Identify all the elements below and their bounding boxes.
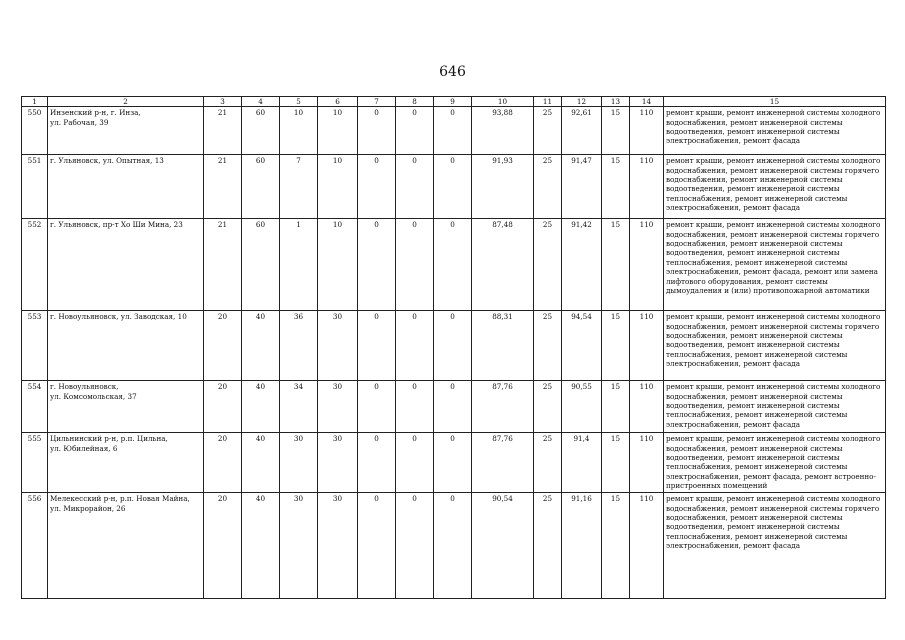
value-cell: 40: [242, 433, 280, 493]
table-row: [22, 311, 886, 381]
column-header: 9: [434, 97, 472, 107]
value-cell: 93,88: [472, 107, 534, 155]
column-header: 4: [242, 97, 280, 107]
value-cell: 20: [204, 381, 242, 433]
value-cell: 25: [534, 381, 562, 433]
value-cell: 87,76: [472, 433, 534, 493]
value-cell: 0: [396, 311, 434, 381]
page-number: 646: [439, 64, 466, 80]
value-cell: 0: [434, 493, 472, 599]
column-header: 12: [562, 97, 602, 107]
column-header: 7: [358, 97, 396, 107]
value-cell: 25: [534, 311, 562, 381]
address-cell: Цильнинский р-н, р.п. Цильна, ул. Юбилейная, 6: [48, 433, 204, 493]
address-cell: г. Новоульяновск, ул. Комсомольская, 37: [48, 381, 204, 433]
value-cell: 15: [602, 493, 630, 599]
value-cell: 7: [280, 155, 318, 219]
column-header: 10: [472, 97, 534, 107]
works-cell: ремонт крыши, ремонт инженерной системы холодного водоснабжения, ремонт инженерной системы горячего водоснабжения, ремонт инженерной системы водоотведения, ремонт инженерной системы теплоснабжения, ремонт инженерной системы электроснабжения, ремонт фасада: [664, 155, 886, 219]
value-cell: 40: [242, 311, 280, 381]
works-cell: ремонт крыши, ремонт инженерной системы холодного водоснабжения, ремонт инженерной системы водоотведения, ремонт инженерной системы теплоснабжения, ремонт инженерной системы электроснабжения, ремонт фасада: [664, 381, 886, 433]
value-cell: 10: [318, 107, 358, 155]
works-cell: ремонт крыши, ремонт инженерной системы холодного водоснабжения, ремонт инженерной системы водоотведения, ремонт инженерной системы теплоснабжения, ремонт инженерной системы электроснабжения, ремонт фасада, ремонт встроенно-пристроенных помещений: [664, 433, 886, 493]
value-cell: 21: [204, 155, 242, 219]
row-id: 556: [22, 493, 48, 599]
value-cell: 15: [602, 219, 630, 311]
value-cell: 94,54: [562, 311, 602, 381]
value-cell: 0: [434, 433, 472, 493]
column-header: 5: [280, 97, 318, 107]
value-cell: 0: [434, 155, 472, 219]
value-cell: 0: [396, 107, 434, 155]
value-cell: 0: [358, 381, 396, 433]
address-cell: г. Новоульяновск, ул. Заводская, 10: [48, 311, 204, 381]
register-table: [21, 96, 886, 599]
row-id: 551: [22, 155, 48, 219]
table-row: [22, 381, 886, 433]
value-cell: 25: [534, 155, 562, 219]
value-cell: 110: [630, 381, 664, 433]
column-header: 13: [602, 97, 630, 107]
value-cell: 110: [630, 107, 664, 155]
value-cell: 21: [204, 219, 242, 311]
works-cell: ремонт крыши, ремонт инженерной системы холодного водоснабжения, ремонт инженерной системы водоотведения, ремонт инженерной системы электроснабжения, ремонт фасада: [664, 107, 886, 155]
column-header: 1: [22, 97, 48, 107]
value-cell: 91,93: [472, 155, 534, 219]
value-cell: 25: [534, 107, 562, 155]
value-cell: 25: [534, 433, 562, 493]
column-header: 15: [664, 97, 886, 107]
value-cell: 87,48: [472, 219, 534, 311]
value-cell: 15: [602, 381, 630, 433]
value-cell: 0: [396, 493, 434, 599]
row-id: 553: [22, 311, 48, 381]
value-cell: 110: [630, 493, 664, 599]
value-cell: 40: [242, 493, 280, 599]
works-cell: ремонт крыши, ремонт инженерной системы холодного водоснабжения, ремонт инженерной системы горячего водоснабжения, ремонт инженерной системы водоотведения, ремонт инженерной системы теплоснабжения, ремонт инженерной системы электроснабжения, ремонт фасада, ремонт или замена лифтового оборудования, ремонт системы дымоудаления и (или) противопожарной автоматики: [664, 219, 886, 311]
value-cell: 0: [396, 155, 434, 219]
value-cell: 60: [242, 155, 280, 219]
value-cell: 110: [630, 433, 664, 493]
value-cell: 92,61: [562, 107, 602, 155]
value-cell: 0: [358, 493, 396, 599]
value-cell: 110: [630, 155, 664, 219]
value-cell: 30: [318, 493, 358, 599]
address-cell: г. Ульяновск, ул. Опытная, 13: [48, 155, 204, 219]
value-cell: 91,4: [562, 433, 602, 493]
value-cell: 30: [318, 311, 358, 381]
value-cell: 90,55: [562, 381, 602, 433]
value-cell: 21: [204, 107, 242, 155]
value-cell: 15: [602, 155, 630, 219]
value-cell: 60: [242, 219, 280, 311]
value-cell: 20: [204, 493, 242, 599]
value-cell: 0: [396, 381, 434, 433]
value-cell: 0: [434, 381, 472, 433]
value-cell: 0: [358, 433, 396, 493]
value-cell: 0: [358, 155, 396, 219]
value-cell: 0: [434, 311, 472, 381]
value-cell: 10: [318, 155, 358, 219]
column-header: 2: [48, 97, 204, 107]
value-cell: 0: [358, 219, 396, 311]
row-id: 554: [22, 381, 48, 433]
column-header: 6: [318, 97, 358, 107]
value-cell: 25: [534, 219, 562, 311]
row-id: 550: [22, 107, 48, 155]
table-row: [22, 493, 886, 599]
value-cell: 10: [318, 219, 358, 311]
value-cell: 15: [602, 433, 630, 493]
address-cell: г. Ульяновск, пр-т Хо Ши Мина, 23: [48, 219, 204, 311]
value-cell: 0: [434, 219, 472, 311]
value-cell: 15: [602, 107, 630, 155]
value-cell: 30: [280, 433, 318, 493]
value-cell: 0: [434, 107, 472, 155]
works-cell: ремонт крыши, ремонт инженерной системы холодного водоснабжения, ремонт инженерной системы горячего водоснабжения, ремонт инженерной системы водоотведения, ремонт инженерной системы теплоснабжения, ремонт инженерной системы электроснабжения, ремонт фасада: [664, 311, 886, 381]
value-cell: 20: [204, 311, 242, 381]
value-cell: 110: [630, 311, 664, 381]
address-cell: Мелекесский р-н, р.п. Новая Майна, ул. Микрорайон, 26: [48, 493, 204, 599]
table-row: [22, 433, 886, 493]
address-cell: Инзенский р-н, г. Инза, ул. Рабочая, 39: [48, 107, 204, 155]
value-cell: 0: [396, 219, 434, 311]
value-cell: 25: [534, 493, 562, 599]
value-cell: 30: [318, 381, 358, 433]
value-cell: 91,47: [562, 155, 602, 219]
value-cell: 88,31: [472, 311, 534, 381]
value-cell: 15: [602, 311, 630, 381]
works-cell: ремонт крыши, ремонт инженерной системы холодного водоснабжения, ремонт инженерной системы горячего водоснабжения, ремонт инженерной системы водоотведения, ремонт инженерной системы теплоснабжения, ремонт инженерной системы электроснабжения, ремонт фасада: [664, 493, 886, 599]
column-header: 3: [204, 97, 242, 107]
value-cell: 1: [280, 219, 318, 311]
value-cell: 90,54: [472, 493, 534, 599]
column-header: 14: [630, 97, 664, 107]
table-row: [22, 107, 886, 155]
table-row: [22, 219, 886, 311]
row-id: 552: [22, 219, 48, 311]
table-row: [22, 155, 886, 219]
value-cell: 40: [242, 381, 280, 433]
value-cell: 91,42: [562, 219, 602, 311]
value-cell: 0: [396, 433, 434, 493]
value-cell: 91,16: [562, 493, 602, 599]
value-cell: 20: [204, 433, 242, 493]
value-cell: 87,76: [472, 381, 534, 433]
value-cell: 34: [280, 381, 318, 433]
value-cell: 36: [280, 311, 318, 381]
row-id: 555: [22, 433, 48, 493]
value-cell: 110: [630, 219, 664, 311]
value-cell: 10: [280, 107, 318, 155]
column-header: 11: [534, 97, 562, 107]
column-number-row: [22, 97, 886, 107]
value-cell: 30: [280, 493, 318, 599]
value-cell: 0: [358, 107, 396, 155]
value-cell: 0: [358, 311, 396, 381]
value-cell: 60: [242, 107, 280, 155]
value-cell: 30: [318, 433, 358, 493]
column-header: 8: [396, 97, 434, 107]
